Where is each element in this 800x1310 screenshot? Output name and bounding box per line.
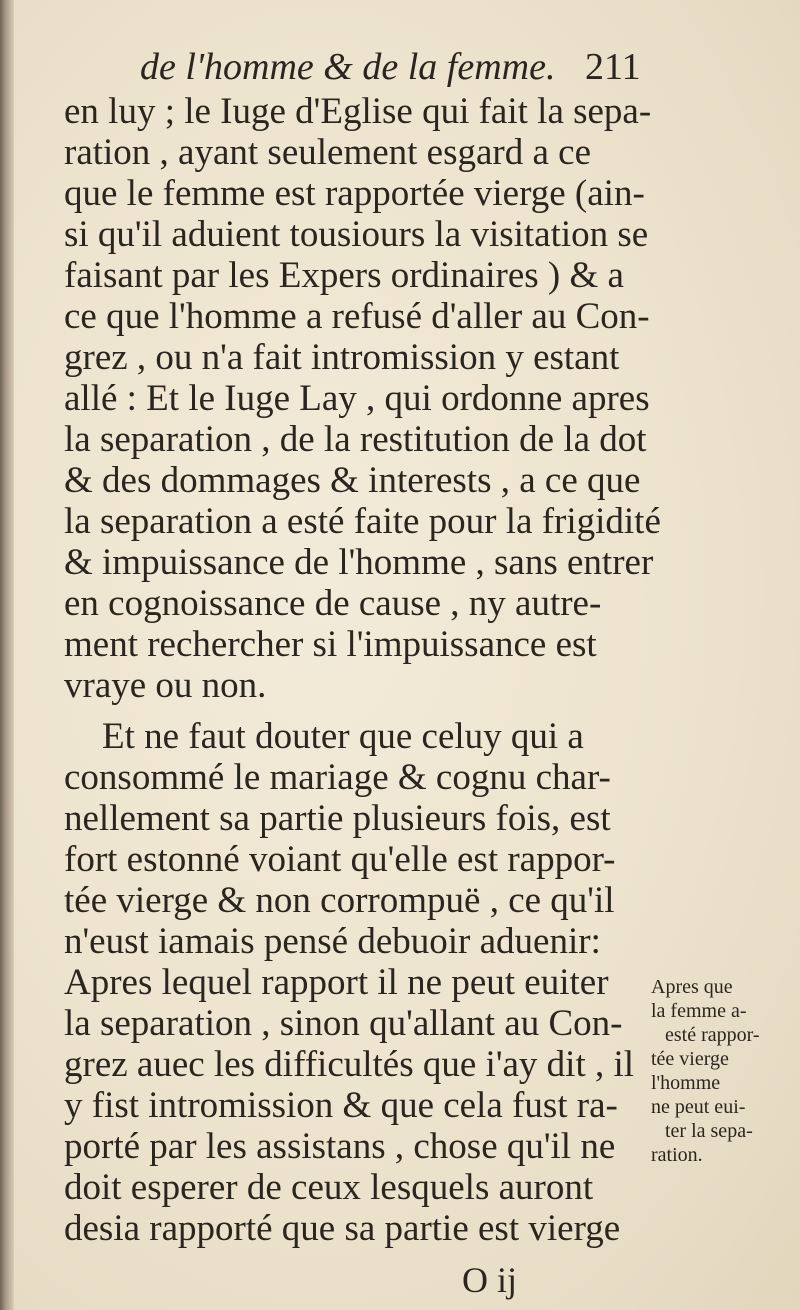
marginal-note-line: tée vierge: [651, 1048, 729, 1070]
text-line: consommé le mariage & cognu char-: [64, 757, 611, 798]
text-line: y fist intromission & que cela fust ra-: [64, 1085, 618, 1126]
text-line: tée vierge & non corrompuë , ce qu'il: [64, 880, 615, 921]
text-line: ment rechercher si l'impuissance est: [64, 624, 597, 665]
marginal-note-line: la femme a-: [651, 1000, 747, 1022]
text-line: allé : Et le Iuge Lay , qui ordonne apres: [64, 378, 650, 419]
text-line: & des dommages & interests , a ce que: [64, 460, 641, 501]
text-line: grez , ou n'a fait intromission y estant: [64, 337, 620, 378]
text-line: la separation , de la restitution de la dot: [64, 419, 647, 460]
text-line: & impuissance de l'homme , sans entrer: [64, 542, 654, 583]
binding-gutter: [0, 0, 14, 1310]
text-line: porté par les assistans , chose qu'il ne: [64, 1126, 616, 1167]
signature-mark: O ij: [462, 1260, 518, 1300]
text-line: vraye ou non.: [64, 665, 267, 706]
text-line: ce que l'homme a refusé d'aller au Con-: [64, 296, 650, 337]
text-line: la separation a esté faite pour la frigidité: [64, 501, 661, 542]
running-head: [140, 42, 660, 92]
text-line: ration , ayant seulement esgard a ce: [64, 132, 592, 173]
text-line: Apres lequel rapport il ne peut euiter: [64, 962, 609, 1003]
page-number: 211: [585, 46, 641, 88]
text-line: nellement sa partie plusieurs fois, est: [64, 798, 611, 839]
text-line: en cognoissance de cause , ny autre-: [64, 583, 602, 624]
text-line: n'eust iamais pensé debuoir aduenir:: [64, 921, 601, 962]
marginal-note-line: esté rappor-: [665, 1024, 760, 1046]
marginal-note-line: l'homme: [651, 1072, 721, 1094]
marginal-note-line: ne peut eui-: [651, 1096, 746, 1118]
text-line: grez auec les difficultés que i'ay dit , il: [64, 1044, 635, 1085]
running-title: de l'homme & de la femme.: [140, 46, 556, 88]
marginal-note-line: ration.: [651, 1144, 703, 1166]
marginal-note-line: Apres que: [651, 976, 733, 998]
text-line: desia rapporté que sa partie est vierge: [64, 1208, 621, 1249]
text-line: faisant par les Expers ordinaires ) & a: [64, 255, 624, 296]
text-line: que le femme est rapportée vierge (ain-: [64, 173, 645, 214]
text-line: fort estonné voiant qu'elle est rappor-: [64, 839, 616, 880]
paragraph-first-line: Et ne faut douter que celuy qui a: [102, 716, 584, 757]
text-line: doit esperer de ceux lesquels auront: [64, 1167, 594, 1208]
text-line: la separation , sinon qu'allant au Con-: [64, 1003, 623, 1044]
text-line: en luy ; le Iuge d'Eglise qui fait la sepa-: [64, 91, 652, 132]
marginal-note-line: ter la sepa-: [665, 1120, 753, 1142]
text-line: si qu'il aduient tousiours la visitation se: [64, 214, 649, 255]
